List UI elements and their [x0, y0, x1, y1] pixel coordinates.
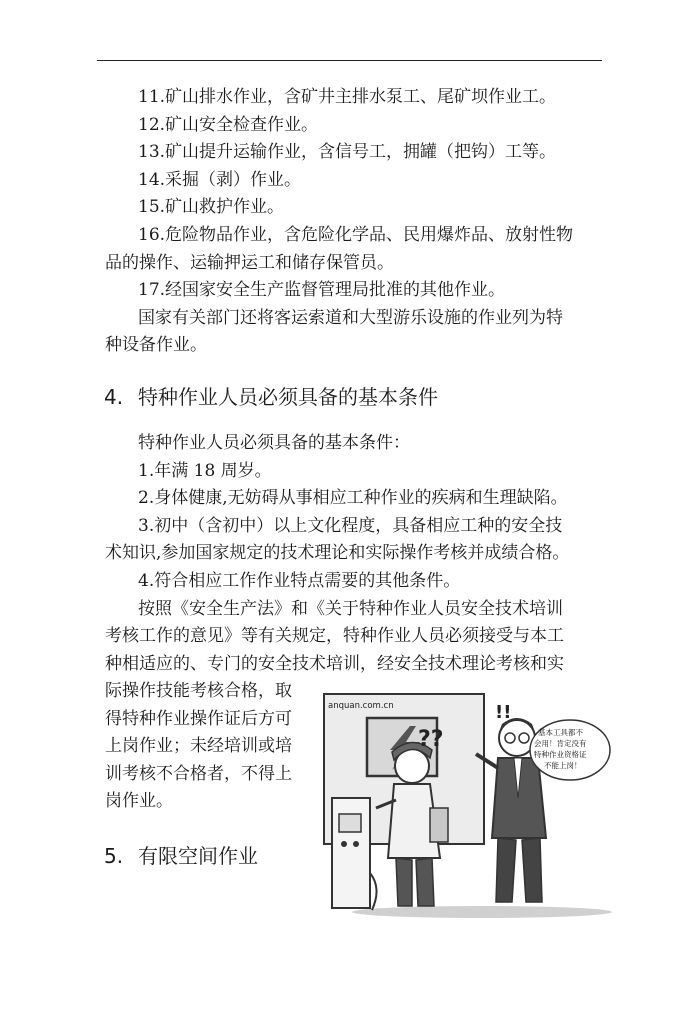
list-item: 14.采掘（剥）作业。 — [138, 169, 302, 190]
paragraph-line: 得特种作业操作证后方可 — [105, 708, 292, 729]
floor-shadow — [352, 906, 612, 918]
section-heading — [104, 840, 258, 869]
paragraph-line: 种设备作业。 — [105, 335, 207, 356]
condition-item: 4.符合相应工作作业特点需要的其他条件。 — [138, 570, 461, 591]
list-item: 11.矿山排水作业，含矿井主排水泵工、尾矿坝作业工。 — [138, 87, 557, 107]
speech-text: 特种作业资格证 — [534, 750, 587, 759]
paragraph-line: 际操作技能考核合格，取 — [105, 681, 292, 701]
occupation-list — [105, 84, 605, 360]
paragraph-line: 种相适应的、专门的安全技术培训，经安全技术理论考核和实 — [105, 653, 564, 674]
list-item: 17.经国家安全生产监督管理局批准的其他作业。 — [138, 280, 506, 301]
exclamation-marks: !! — [495, 702, 512, 723]
list-item: 15.矿山救护作业。 — [138, 197, 285, 218]
tool-bag — [430, 808, 448, 842]
cartoon-illustration — [312, 688, 612, 920]
condition-item: 1.年满 18 周岁。 — [138, 460, 272, 481]
speech-text: 基本工具都不 — [538, 728, 583, 737]
wrapped-paragraph — [105, 678, 325, 816]
section-number: 4. — [104, 385, 124, 409]
list-item: 16.危险物品作业，含危险化学品、民用爆炸品、放射性物 — [138, 224, 574, 245]
list-item: 13.矿山提升运输作业，含信号工，拥罐（把钩）工等。 — [138, 142, 557, 163]
section-number: 5. — [104, 844, 124, 868]
paragraph-line: 按照《安全生产法》和《关于特种作业人员安全技术培训 — [138, 598, 563, 619]
cabinet-knob — [341, 841, 347, 847]
paragraph-line: 上岗作业；未经培训或培 — [105, 736, 292, 757]
section-title: 特种作业人员必须具备的基本条件 — [138, 385, 438, 409]
question-marks: ?? — [418, 727, 444, 752]
paragraph-line: 特种作业人员必须具备的基本条件： — [138, 433, 410, 453]
paragraph-line: 岗作业。 — [105, 791, 173, 812]
cabinet-knob — [353, 841, 359, 847]
condition-item: 2.身体健康,无妨碍从事相应工种作业的疾病和生理缺陷。 — [138, 488, 568, 509]
condition-item: 3.初中（含初中）以上文化程度，具备相应工种的安全技 — [138, 515, 563, 536]
worker-legs — [396, 858, 434, 906]
paragraph-line: 国家有关部门还将客运索道和大型游乐设施的作业列为特 — [138, 307, 563, 328]
paragraph-line: 训考核不合格者，不得上 — [105, 763, 292, 784]
list-item: 12.矿山安全检查作业。 — [138, 114, 319, 135]
condition-item-continuation: 术知识,参加国家规定的技术理论和实际操作考核并成绩合格。 — [105, 543, 570, 564]
watermark-text: anquan.com.cn — [328, 701, 394, 711]
speech-text: 不能上岗！ — [544, 761, 582, 770]
header-rule — [97, 60, 602, 61]
paragraph-line: 考核工作的意见》等有关规定，特种作业人员必须接受与本工 — [105, 626, 564, 647]
supervisor-legs — [496, 838, 542, 902]
section-title: 有限空间作业 — [138, 844, 258, 868]
speech-text: 会用！肯定没有 — [534, 739, 587, 748]
section-heading — [104, 381, 438, 410]
cabinet-window — [339, 814, 361, 832]
section4-body — [105, 430, 605, 678]
list-item-continuation: 品的操作、运输押运工和储存保管员。 — [105, 252, 394, 273]
